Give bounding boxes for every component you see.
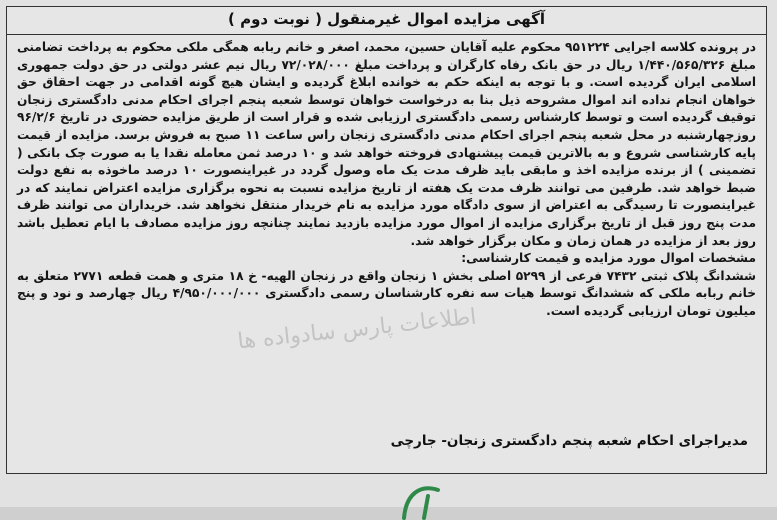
properties-text: ششدانگ پلاک ثبتی ۷۴۳۲ فرعی از ۵۲۹۹ اصلی بخش ۱ زنجان واقع در زنجان الهیه- خ ۱۸ متری و همت قطعه ۲۷۷۱ متعلق به خانم ربابه ملکی که ششدانگ توسط هیات سه نفره کارشناسان رسمی دادگستری ۴/۹۵۰/۰۰۰/۰۰۰ ریال چهارصد و نود و پنج میلیون تومان ارزیابی گردیده است. [17, 268, 756, 318]
notice-title: آگهی مزایده اموال غیرمنقول ( نوبت دوم ) [228, 10, 545, 28]
properties-heading: مشخصات اموال مورد مزایده و قیمت کارشناسی: [461, 251, 756, 266]
watermark: اطلاعات پارس سادواده ها [236, 304, 478, 355]
notice-frame [6, 6, 767, 474]
notice-body [17, 39, 756, 321]
signature: مدیراجرای احکام شعبه پنجم دادگستری زنجان- جارچی [390, 433, 748, 449]
stamp-fragment-icon [398, 480, 446, 520]
title-bar [7, 7, 766, 35]
notice-paragraph: در پرونده کلاسه اجرایی ۹۵۱۲۲۴ محکوم علیه آقایان حسین، محمد، اصغر و خانم ربابه همگی ملکی محکوم به پرداخت تضامنی مبلغ ۱/۴۴۰/۵۶۵/۳۲۶ ریال در حق بانک رفاه کارگران و پرداخت مبلغ ۷۲/۰۲۸/۰۰۰ ریال نیم عشر دولتی در حق دولت جمهوری اسلامی ایران گردیده است. و با توجه به اینکه حکم به خوانده ابلاغ گردیده و ایشان هیچ گونه اقدامی در جهت احقاق حق خواهان انجام نداده اند اموال مشروحه ذیل بنا به درخواست خواهان توسط شعبه پنجم اجرای احکام مدنی دادگستری زنجان توقیف گردیده است و توسط کارشناس رسمی دادگستری ارزیابی شده و قرار است از طریق مزایده حضوری در تاریخ ۹۶/۲/۶ روزچهارشنبه در محل شعبه پنجم اجرای احکام مدنی دادگستری زنجان راس ساعت ۱۱ صبح به فروش برسد. مزایده از قیمت پایه کارشناسی شروع و به بالاترین قیمت پیشنهادی فروخته خواهد شد و ۱۰ درصد ثمن معامله نقدا یا به صورت چک بانکی ( تضمینی ) از برنده مزایده اخذ و مابقی باید ظرف مدت یک ماه وصول گردد در غیراینصورت ۱۰ درصد ماخوذه به نفع دولت ضبط خواهد شد. طرفین می توانند ظرف مدت یک هفته از تاریخ مزایده نسبت به نحوه برگزاری مزایده اعتراض نمایند که در غیراینصورت تا رسیدگی به اعتراض از سوی دادگاه مورد مزایده به نام خریدار منتقل نخواهد شد. خریداران می توانند ظرف مدت پنج روز قبل از تاریخ برگزاری مزایده از اموال مورد مزایده بازدید نمایند چنانچه روز مزایده مصادف با ایام تعطیل باشد روز بعد از مزایده در همان زمان و مکان برگزار خواهد شد. [17, 40, 757, 248]
